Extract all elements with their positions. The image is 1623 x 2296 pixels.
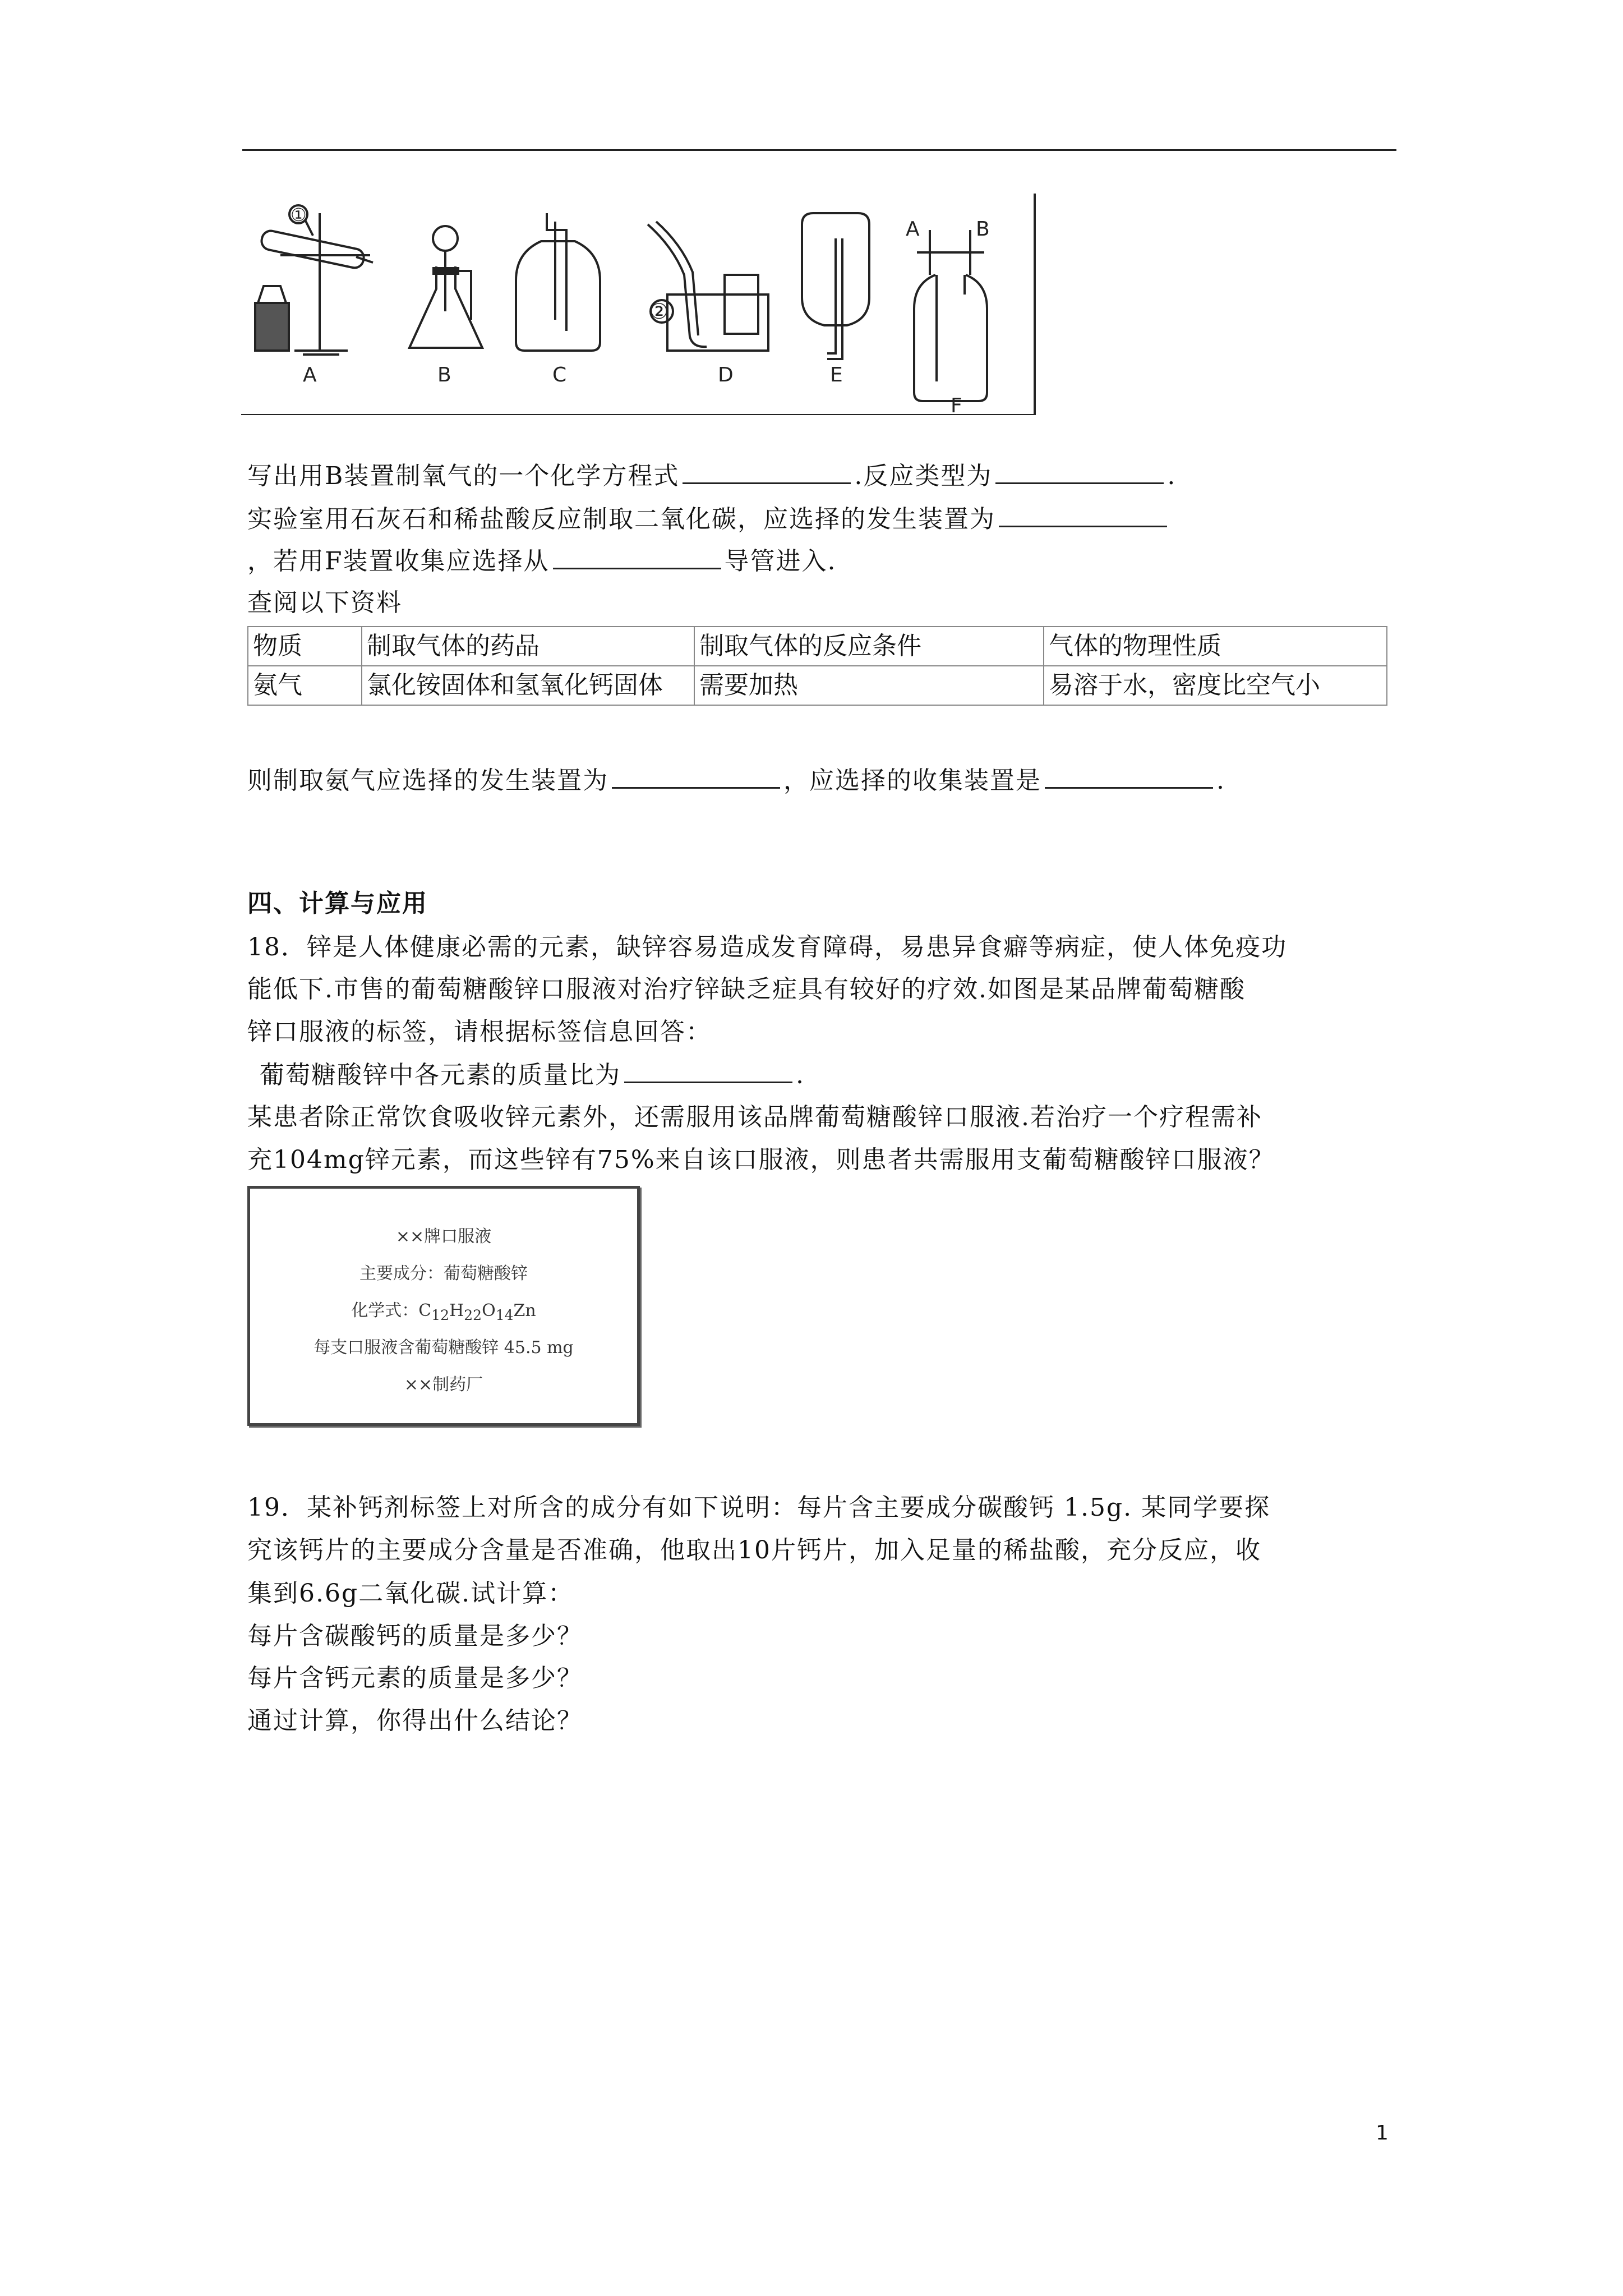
ammonia-data-table xyxy=(247,626,1387,706)
apparatus-e-icon xyxy=(802,213,869,359)
table-row xyxy=(248,666,1387,705)
apparatus-c-icon xyxy=(516,213,600,351)
label-b: B xyxy=(437,364,451,386)
table-header-cell: 制取气体的药品 xyxy=(362,627,694,666)
table-cell: 易溶于水，密度比空气小 xyxy=(1044,666,1387,705)
q17-line2: 实验室用石灰石和稀盐酸反应制取二氧化碳，应选择的发生装置为 xyxy=(247,503,1170,535)
port-a-label: A xyxy=(906,218,920,241)
q18-line1: 18．锌是人体健康必需的元素，缺锌容易造成发育障碍，易患异食癖等病症，使人体免疫功 xyxy=(247,933,1287,961)
apparatus-a-icon xyxy=(255,205,373,355)
marker-2: ② xyxy=(649,299,669,324)
answer-blank[interactable] xyxy=(999,503,1167,527)
page-number: 1 xyxy=(1376,2122,1389,2145)
q19-line1: 19．某补钙剂标签上对所含的成分有如下说明：每片含主要成分碳酸钙 1.5g. 某同学要探 xyxy=(247,1493,1271,1522)
answer-blank[interactable] xyxy=(1045,765,1213,789)
marker-1: ① xyxy=(291,204,307,226)
label-f: F xyxy=(951,394,962,415)
answer-blank[interactable] xyxy=(683,460,851,484)
apparatus-figure xyxy=(241,191,1038,415)
label-ingredient: 主要成分：葡萄糖酸锌 xyxy=(359,1264,528,1283)
table-header-cell: 制取气体的反应条件 xyxy=(694,627,1044,666)
label-dosage: 每支口服液含葡萄糖酸锌 45.5 mg xyxy=(313,1338,574,1358)
apparatus-f-icon xyxy=(914,230,987,401)
q17-line1: 写出用B装置制氧气的一个化学方程式 .反应类型为 . xyxy=(247,460,1176,492)
table-cell: 需要加热 xyxy=(694,666,1044,705)
section-heading: 四、计算与应用 xyxy=(247,889,428,918)
port-b-label: B xyxy=(976,218,990,241)
label-c: C xyxy=(552,364,567,386)
apparatus-d-icon xyxy=(648,222,768,351)
q18-line4: 葡萄糖酸锌中各元素的质量比为 . xyxy=(260,1059,805,1091)
table-row xyxy=(248,627,1387,666)
q19-line2: 究该钙片的主要成分含量是否准确，他取出10片钙片，加入足量的稀盐酸，充分反应，收 xyxy=(247,1536,1261,1565)
q19-line4: 每片含碳酸钙的质量是多少？ xyxy=(247,1622,583,1650)
label-formula: 化学式：$C_{12}H_{22}O_{14}Zn$ xyxy=(351,1301,536,1323)
q17-line4: 查阅以下资料 xyxy=(247,588,402,617)
answer-blank[interactable] xyxy=(612,765,780,789)
medicine-label xyxy=(247,1186,640,1426)
q19-line6: 通过计算，你得出什么结论？ xyxy=(247,1706,583,1735)
q18-line6: 充104mg锌元素，而这些锌有75%来自该口服液，则患者共需服用支葡萄糖酸锌口服液？ xyxy=(247,1145,1275,1174)
answer-blank[interactable] xyxy=(553,545,721,569)
label-d: D xyxy=(718,364,734,386)
q18-line5: 某患者除正常饮食吸收锌元素外，还需服用该品牌葡萄糖酸锌口服液.若治疗一个疗程需补 xyxy=(247,1103,1262,1131)
table-header-cell: 气体的物理性质 xyxy=(1044,627,1387,666)
q18-line2: 能低下.市售的葡萄糖酸锌口服液对治疗锌缺乏症具有较好的疗效.如图是某品牌葡萄糖酸 xyxy=(247,975,1246,1004)
label-brand: ××牌口服液 xyxy=(395,1227,492,1246)
apparatus-b-icon xyxy=(409,226,482,348)
answer-blank[interactable] xyxy=(995,460,1164,484)
table-cell: 氯化铵固体和氢氧化钙固体 xyxy=(362,666,694,705)
table-cell: 氨气 xyxy=(248,666,362,705)
q18-line3: 锌口服液的标签，请根据标签信息回答： xyxy=(247,1018,712,1046)
label-manufacturer: ××制药厂 xyxy=(404,1375,483,1395)
q17-line5: 则制取氨气应选择的发生装置为 ，应选择的收集装置是 . xyxy=(247,765,1225,797)
q19-line5: 每片含钙元素的质量是多少？ xyxy=(247,1664,583,1692)
label-a: A xyxy=(303,364,317,386)
header-rule xyxy=(242,149,1396,151)
q17-line3: ，若用F装置收集应选择从 导管进入. xyxy=(247,545,837,577)
answer-blank[interactable] xyxy=(624,1059,792,1083)
label-e: E xyxy=(830,364,843,386)
q19-line3: 集到6.6g二氧化碳.试计算： xyxy=(247,1579,574,1608)
table-header-cell: 物质 xyxy=(248,627,362,666)
